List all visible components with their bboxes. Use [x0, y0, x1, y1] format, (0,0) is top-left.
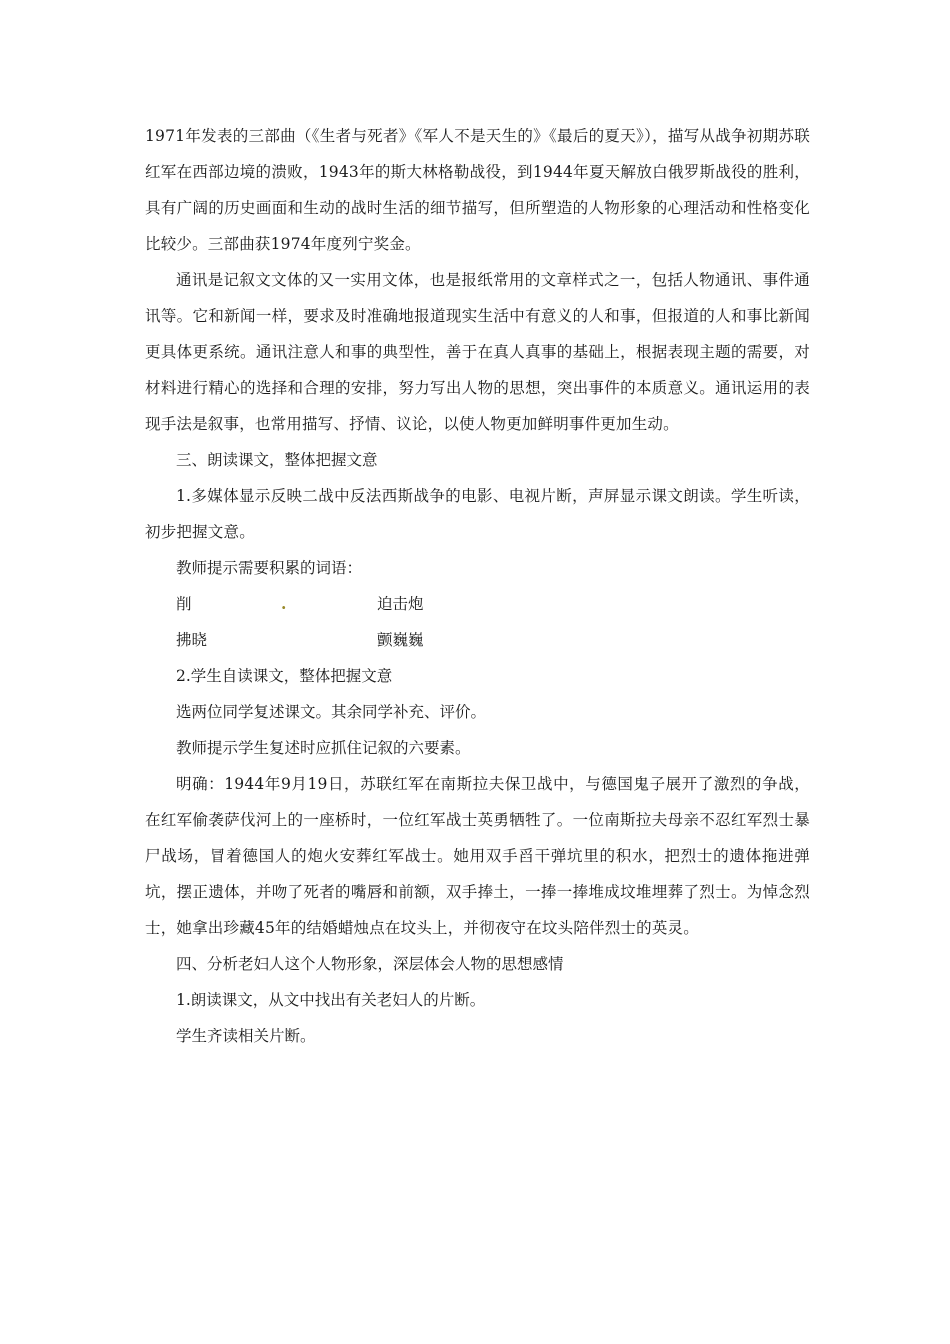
vocab-dot-mark: .	[281, 594, 287, 613]
section-4-step-1: 1.朗读课文，从文中找出有关老妇人的片断。	[176, 991, 486, 1009]
vocab-word: 拂晓	[176, 631, 208, 649]
section-4-heading: 四、分析老妇人这个人物形象，深层体会人物的思想感情	[176, 955, 564, 973]
vocab-word: 削	[176, 595, 192, 613]
section-3-step-1: 1.多媒体显示反映二战中反法西斯战争的电影、电视片断，声屏显示课文朗读。学生听读，初步把握文意。	[145, 487, 810, 541]
vocab-spacer	[281, 622, 377, 658]
vocab-row	[145, 622, 810, 658]
document-page	[145, 118, 810, 1054]
group-reading: 学生齐读相关片断。	[176, 1027, 316, 1045]
section-3-heading: 三、朗读课文，整体把握文意	[176, 451, 378, 469]
trilogy-paragraph: 1971年发表的三部曲（《生者与死者》《军人不是天生的》《最后的夏天》），描写从战争初期苏联红军在西部边境的溃败，1943年的斯大林格勒战役，到1944年夏天解放白俄罗斯战役的胜利，具有广阔的历史画面和生动的战时生活的细节描写，但所塑造的人物形象的心理活动和性格变化比较少。三部曲获1974年度列宁奖金。	[145, 127, 810, 253]
clarify-paragraph: 明确：1944年9月19日，苏联红军在南斯拉夫保卫战中，与德国鬼子展开了激烈的争战，在红军偷袭萨伐河上的一座桥时，一位红军战士英勇牺牲了。一位南斯拉夫母亲不忍红军烈士暴尸战场，冒着德国人的炮火安葬红军战士。她用双手舀干弹坑里的积水，把烈士的遗体拖进弹坑，摆正遗体，并吻了死者的嘴唇和前额，双手捧土，一捧一捧堆成坟堆埋葬了烈士。为悼念烈士，她拿出珍藏45年的结婚蜡烛点在坟头上，并彻夜守在坟头陪伴烈士的英灵。	[145, 775, 810, 937]
vocab-intro: 教师提示需要积累的词语：	[176, 559, 363, 577]
vocab-word: 颤巍巍	[377, 631, 424, 649]
section-3-step-2: 2.学生自读课文，整体把握文意	[176, 667, 393, 685]
vocab-word: 迫击炮	[377, 595, 424, 613]
teacher-hint: 教师提示学生复述时应抓住记叙的六要素。	[176, 739, 471, 757]
vocab-row	[145, 586, 810, 622]
retell-instruction: 选两位同学复述课文。其余同学补充、评价。	[176, 703, 487, 721]
tongxun-paragraph: 通讯是记叙文文体的又一实用文体，也是报纸常用的文章样式之一，包括人物通讯、事件通讯等。它和新闻一样，要求及时准确地报道现实生活中有意义的人和事，但报道的人和事比新闻更具体更系统。通讯注意人和事的典型性，善于在真人真事的基础上，根据表现主题的需要，对材料进行精心的选择和合理的安排，努力写出人物的思想，突出事件的本质意义。通讯运用的表现手法是叙事，也常用描写、抒情、议论，以使人物更加鲜明事件更加生动。	[145, 271, 810, 433]
